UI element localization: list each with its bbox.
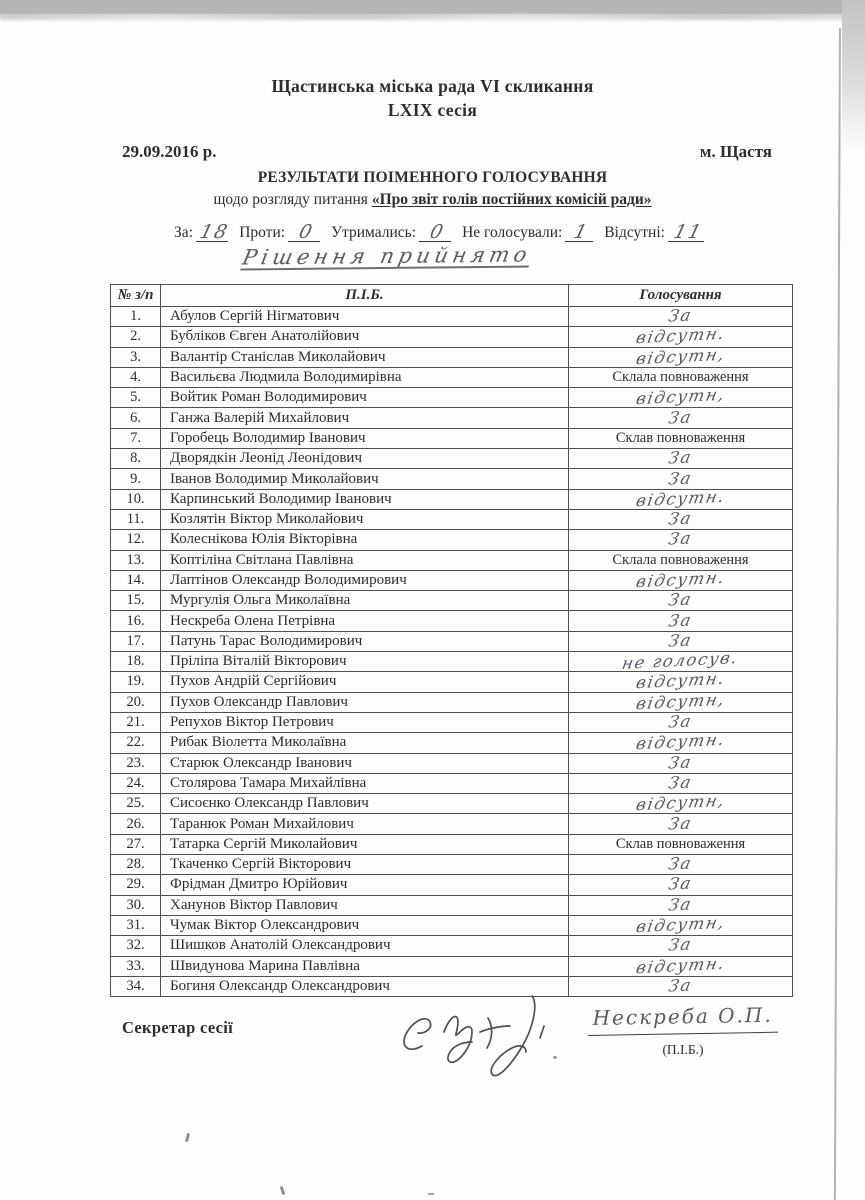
table-row xyxy=(111,814,793,834)
row-number: 16. xyxy=(111,611,161,631)
row-number: 17. xyxy=(111,631,161,651)
vote-value: За xyxy=(666,528,694,549)
tally-value-handwritten: 18 xyxy=(197,221,232,243)
table-row xyxy=(111,550,793,570)
tally-label: Утримались: xyxy=(331,224,417,241)
vote-value: За xyxy=(666,853,694,874)
scan-speck xyxy=(185,1133,190,1142)
vote-cell xyxy=(569,895,793,915)
deputy-name: Таранюк Роман Михайлович xyxy=(161,814,569,834)
table-row xyxy=(111,469,793,489)
tally-label: Відсутні: xyxy=(604,224,665,241)
vote-cell xyxy=(569,936,793,956)
deputy-name: Бубліков Євген Анатолійович xyxy=(161,327,569,347)
deputy-name: Репухов Віктор Петрович xyxy=(161,712,569,732)
secretary-role-label: Секретар сесії xyxy=(122,1018,234,1037)
vote-value: відсутн, xyxy=(634,689,727,714)
tally-label: Проти: xyxy=(239,224,286,241)
table-row xyxy=(111,631,793,651)
vote-value: Склала повноваження xyxy=(612,551,749,568)
vote-cell xyxy=(569,912,793,937)
table-row xyxy=(111,367,793,387)
vote-cell xyxy=(569,669,793,693)
tally-item-absent xyxy=(604,221,706,243)
vote-cell xyxy=(569,385,793,409)
deputy-name: Васильєва Людмила Володимирівна xyxy=(161,367,569,387)
signed-name-handwritten: Нескреба О.П. xyxy=(587,1003,777,1036)
table-row xyxy=(111,652,793,672)
deputy-name: Столярова Тамара Михайлівна xyxy=(161,773,569,793)
vote-cell xyxy=(569,469,793,489)
decision-handwritten-note: Рішення прийнято xyxy=(240,242,534,270)
table-row xyxy=(111,530,793,550)
vote-cell xyxy=(569,773,793,793)
scan-top-band xyxy=(0,0,865,14)
row-number: 19. xyxy=(111,672,161,692)
vote-value: відсутн. xyxy=(634,669,727,693)
tally-item-abstained xyxy=(331,221,453,243)
table-row xyxy=(111,855,793,875)
vote-value: За xyxy=(666,630,694,651)
vote-value: відсутн, xyxy=(634,912,727,937)
vote-value: За xyxy=(666,467,694,489)
subject-prefix: щодо розгляду питання xyxy=(213,191,372,208)
row-number: 12. xyxy=(111,530,161,550)
row-number: 34. xyxy=(111,976,161,996)
vote-value: За xyxy=(666,589,694,610)
tally-item-against xyxy=(239,221,322,243)
tally-item-not-voted xyxy=(462,221,595,243)
vote-cell xyxy=(569,509,793,529)
table-row xyxy=(111,591,793,611)
table-row xyxy=(111,672,793,692)
vote-cell xyxy=(569,648,793,674)
deputy-name: Коптіліна Світлана Павлівна xyxy=(161,550,569,570)
table-row xyxy=(111,428,793,448)
table-row xyxy=(111,611,793,631)
vote-value: За xyxy=(666,407,694,428)
vote-cell xyxy=(569,790,793,815)
vote-cell xyxy=(569,550,793,570)
vote-cell xyxy=(569,367,793,387)
vote-value: відсутн. xyxy=(634,730,727,754)
vote-cell xyxy=(569,976,793,996)
deputy-name: Богиня Олександр Олександрович xyxy=(161,976,569,996)
row-number: 26. xyxy=(111,814,161,834)
table-row xyxy=(111,834,793,854)
header-cell-vote: Голосування xyxy=(569,285,793,307)
vote-value: Склав повноваження xyxy=(615,429,746,446)
table-row xyxy=(111,347,793,367)
table-row xyxy=(111,875,793,895)
vote-value: Склав повноваження xyxy=(615,835,746,852)
name-caption: (П.І.Б.) xyxy=(662,1042,704,1057)
deputy-name: Пухов Олександр Павлович xyxy=(161,692,569,712)
vote-value: відсутн. xyxy=(634,486,727,511)
vote-cell xyxy=(569,814,793,834)
vote-value: За xyxy=(666,975,694,996)
row-number: 25. xyxy=(111,794,161,814)
vote-value: не голосув. xyxy=(620,648,741,674)
scan-corner-smudge xyxy=(842,0,865,150)
deputy-name: Войтик Роман Володимирович xyxy=(161,388,569,408)
deputy-name: Патунь Тарас Володимирович xyxy=(161,631,569,651)
table-row xyxy=(111,753,793,773)
row-number: 24. xyxy=(111,773,161,793)
row-number: 32. xyxy=(111,936,161,956)
vote-value: відсутн, xyxy=(634,344,727,369)
deputy-name: Шишков Анатолій Олександрович xyxy=(161,936,569,956)
vote-cell xyxy=(569,567,793,592)
row-number: 30. xyxy=(111,895,161,915)
voting-table xyxy=(110,284,793,997)
row-number: 28. xyxy=(111,855,161,875)
secretary-signature xyxy=(392,988,572,1084)
table-row xyxy=(111,895,793,915)
tally-value-handwritten: 0 xyxy=(288,225,324,242)
vote-value: За xyxy=(666,305,694,326)
vote-value: За xyxy=(666,610,694,631)
row-number: 22. xyxy=(111,733,161,753)
row-number: 6. xyxy=(111,408,161,428)
tally-value-handwritten: 1 xyxy=(565,225,597,242)
row-number: 15. xyxy=(111,591,161,611)
vote-value: відсутн. xyxy=(634,953,727,977)
deputy-name: Чумак Віктор Олександрович xyxy=(161,915,569,935)
row-number: 27. xyxy=(111,834,161,854)
vote-value: За xyxy=(666,812,694,834)
vote-cell xyxy=(569,324,793,348)
vote-cell xyxy=(569,712,793,732)
row-number: 18. xyxy=(111,652,161,672)
row-number: 23. xyxy=(111,753,161,773)
vote-cell xyxy=(569,834,793,854)
vote-cell xyxy=(569,408,793,428)
deputy-name: Татарка Сергій Миколайович xyxy=(161,834,569,854)
vote-value: За xyxy=(666,711,694,732)
deputy-name: Валантір Станіслав Миколайович xyxy=(161,347,569,367)
tally-value-handwritten: 0 xyxy=(419,225,455,242)
table-row xyxy=(111,449,793,469)
vote-value: За xyxy=(666,934,694,955)
vote-value: За xyxy=(666,894,694,915)
vote-cell xyxy=(569,631,793,651)
row-number: 13. xyxy=(111,550,161,570)
deputy-name: Ганжа Валерій Михайлович xyxy=(161,408,569,428)
vote-cell xyxy=(569,486,793,511)
vote-value: За xyxy=(666,508,694,529)
deputy-name: Пріліпа Віталій Вікторович xyxy=(161,652,569,672)
row-number: 9. xyxy=(111,469,161,489)
row-number: 29. xyxy=(111,875,161,895)
row-number: 2. xyxy=(111,327,161,347)
tally-item-for xyxy=(174,221,232,243)
deputy-name: Іванов Володимир Миколайович xyxy=(161,469,569,489)
deputy-name: Абулов Сергій Нігматович xyxy=(161,307,569,327)
deputy-name: Пухов Андрій Сергійович xyxy=(161,672,569,692)
vote-cell xyxy=(569,855,793,875)
table-row xyxy=(111,956,793,976)
table-row xyxy=(111,388,793,408)
vote-cell xyxy=(569,591,793,611)
row-number: 8. xyxy=(111,449,161,469)
header-cell-name: П.І.Б. xyxy=(161,285,569,307)
table-row xyxy=(111,936,793,956)
row-number: 11. xyxy=(111,509,161,529)
council-title-line2: LXIX сесія xyxy=(387,100,478,120)
table-row xyxy=(111,408,793,428)
vote-cell xyxy=(569,689,793,714)
table-header-row xyxy=(111,285,793,307)
tally-label: Не голосували: xyxy=(462,224,563,241)
row-number: 14. xyxy=(111,570,161,590)
council-title-line1: Щастинська міська рада VI скликання xyxy=(271,76,594,96)
date-place-row xyxy=(122,142,772,162)
row-number: 5. xyxy=(111,388,161,408)
table-row xyxy=(111,773,793,793)
vote-value: За xyxy=(666,752,694,773)
deputy-name: Нескреба Олена Петрівна xyxy=(161,611,569,631)
row-number: 31. xyxy=(111,915,161,935)
deputy-name: Ткаченко Сергій Вікторович xyxy=(161,855,569,875)
deputy-name: Мургулія Ольга Миколаївна xyxy=(161,591,569,611)
row-number: 20. xyxy=(111,692,161,712)
scan-speck xyxy=(428,1193,434,1195)
tally-label: За: xyxy=(174,224,193,241)
vote-value: За xyxy=(666,873,694,895)
row-number: 33. xyxy=(111,956,161,976)
vote-cell xyxy=(569,344,793,369)
vote-cell xyxy=(569,307,793,327)
vote-value: відсутн. xyxy=(634,567,727,592)
tally-value-handwritten: 11 xyxy=(668,225,708,242)
vote-cell xyxy=(569,953,793,977)
deputy-name: Карпинський Володимир Іванович xyxy=(161,489,569,509)
row-number: 21. xyxy=(111,712,161,732)
row-number: 10. xyxy=(111,489,161,509)
table-row xyxy=(111,570,793,590)
table-row xyxy=(111,307,793,327)
row-number: 1. xyxy=(111,307,161,327)
table-row xyxy=(111,712,793,732)
deputy-name: Сисоєнко Олександр Павлович xyxy=(161,794,569,814)
vote-cell xyxy=(569,428,793,448)
deputy-name: Рибак Віолетта Миколаївна xyxy=(161,733,569,753)
document-date: 29.09.2016 р. xyxy=(122,142,217,161)
deputy-name: Старюк Олександр Іванович xyxy=(161,753,569,773)
deputy-name: Лаптінов Олександр Володимирович xyxy=(161,570,569,590)
subject-line xyxy=(0,191,865,209)
table-row xyxy=(111,915,793,935)
vote-tally-line xyxy=(130,221,750,243)
vote-value: За xyxy=(666,447,694,468)
vote-cell xyxy=(569,730,793,754)
deputy-name: Ханунов Віктор Павлович xyxy=(161,895,569,915)
table-row xyxy=(111,327,793,347)
deputy-name: Горобець Володимир Іванович xyxy=(161,428,569,448)
deputy-name: Козлятін Віктор Миколайович xyxy=(161,509,569,529)
deputy-name: Колеснікова Юлія Вікторівна xyxy=(161,530,569,550)
row-number: 7. xyxy=(111,428,161,448)
vote-cell xyxy=(569,875,793,895)
vote-cell xyxy=(569,611,793,631)
table-row xyxy=(111,692,793,712)
document-title: РЕЗУЛЬТАТИ ПОІМЕННОГО ГОЛОСУВАННЯ xyxy=(257,169,608,186)
vote-cell xyxy=(569,753,793,773)
deputy-name: Дворядкін Леонід Леонідович xyxy=(161,449,569,469)
document-place: м. Щастя xyxy=(699,142,772,161)
deputy-name: Швидунова Марина Павлівна xyxy=(161,956,569,976)
scan-speck xyxy=(280,1186,286,1195)
table-row xyxy=(111,794,793,814)
table-row xyxy=(111,509,793,529)
subject-quoted-title: «Про звіт голів постійних комісій ради» xyxy=(371,191,652,208)
vote-value: відсутн. xyxy=(634,324,727,348)
vote-cell xyxy=(569,530,793,550)
table-row xyxy=(111,733,793,753)
vote-value: За xyxy=(666,772,694,793)
vote-cell xyxy=(569,449,793,469)
vote-value: відсутн, xyxy=(634,790,727,815)
row-number: 3. xyxy=(111,347,161,367)
row-number: 4. xyxy=(111,367,161,387)
header-cell-number: № з/п xyxy=(111,285,161,307)
vote-value: Склала повноваження xyxy=(612,369,749,386)
vote-value: відсутн, xyxy=(634,385,727,409)
deputy-name: Фрідман Дмитро Юрійович xyxy=(161,875,569,895)
table-row xyxy=(111,489,793,509)
